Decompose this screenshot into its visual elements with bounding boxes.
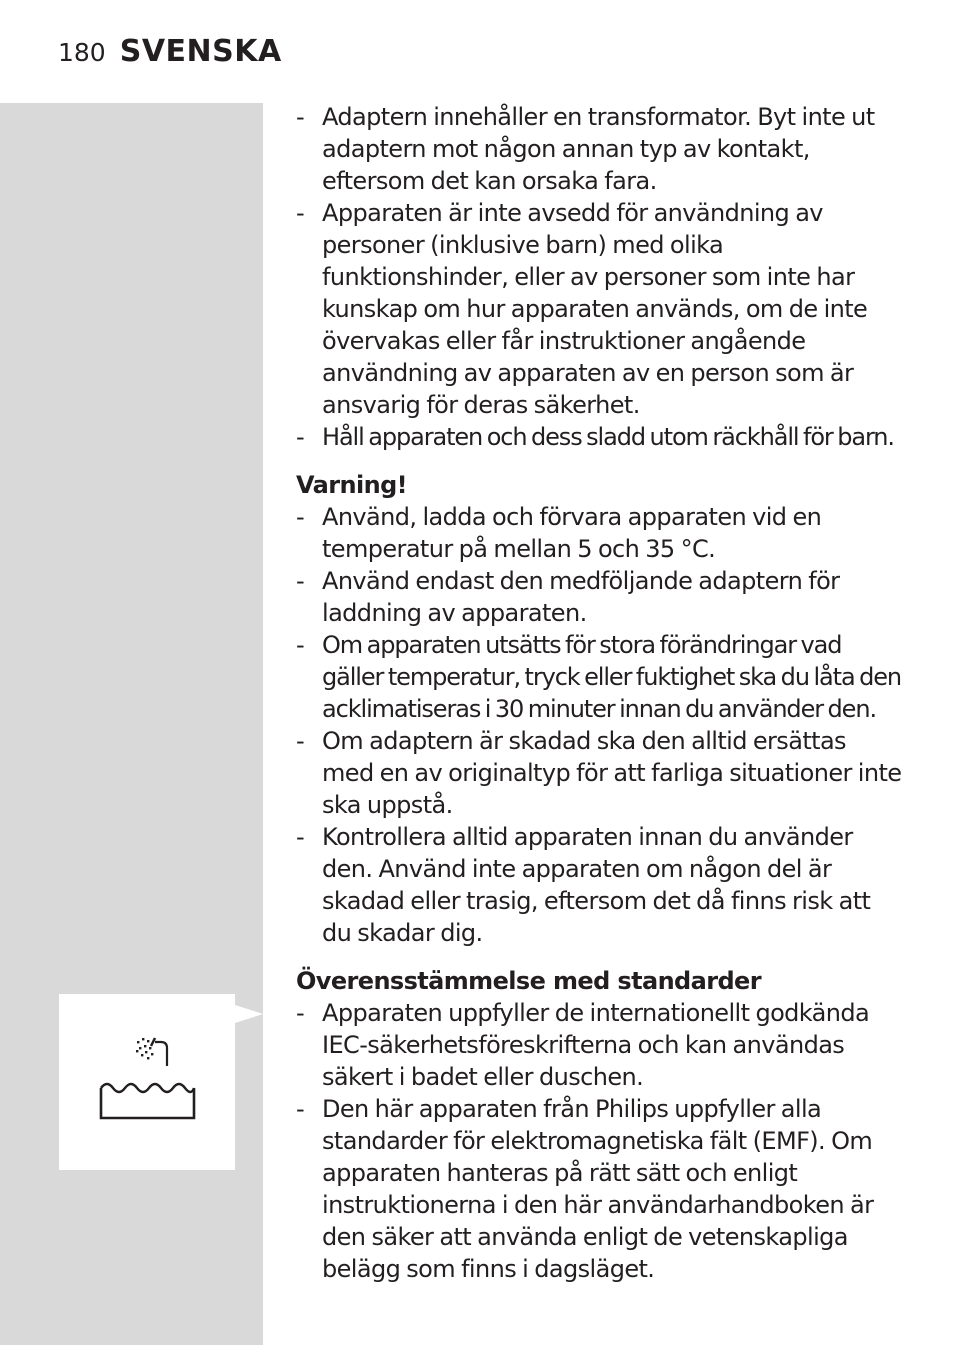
page-number: 180 <box>58 38 106 67</box>
list-item: - Om adaptern är skadad ska den alltid ersättas med en av originaltyp för att farliga situationer inte ska uppstå. <box>296 725 902 821</box>
main-content <box>296 101 902 1285</box>
list-item: - Apparaten uppfyller de internationellt godkända IEC-säkerhetsföreskrifterna och kan användas säkert i badet eller duschen. <box>296 997 902 1093</box>
list-item: - Om apparaten utsätts för stora förändringar vad gäller temperatur, tryck eller fuktighet ska du låta den acklimatiseras i 30 minuter innan du använder den. <box>296 629 902 725</box>
compliance-heading: Överensstämmelse med standarder <box>296 967 761 995</box>
list-item: - Den här apparaten från Philips uppfyller alla standarder för elektromagnetiska fält (EMF). Om apparaten hanteras på rätt sätt och enligt instruktionerna i den här användarhandboken är den säker att använda enligt de vetenskapliga belägg som finns i dagsläget. <box>296 1093 902 1285</box>
bath-shower-icon <box>97 1036 197 1122</box>
icon-pointer <box>235 1005 263 1023</box>
warning-list <box>296 501 902 949</box>
list-item: - Kontrollera alltid apparaten innan du använder den. Använd inte apparaten om någon del är skadad eller trasig, eftersom det då finns risk att du skadar dig. <box>296 821 902 949</box>
list-item: - Använd endast den medföljande adaptern för laddning av apparaten. <box>296 565 902 629</box>
list-item: - Apparaten är inte avsedd för användning av personer (inklusive barn) med olika funktionshinder, eller av personer som inte har kunskap om hur apparaten används, om de inte övervakas eller får instruktioner angående användning av apparaten av en person som är ansvarig för deras säkerhet. <box>296 197 902 421</box>
compliance-list <box>296 997 902 1285</box>
warning-heading: Varning! <box>296 471 408 499</box>
list-item: - Håll apparaten och dess sladd utom räckhåll för barn. <box>296 421 902 453</box>
list-item: - Adaptern innehåller en transformator. Byt inte ut adaptern mot någon annan typ av kontakt, eftersom det kan orsaka fara. <box>296 101 902 197</box>
intro-list <box>296 101 902 453</box>
page-header <box>58 34 282 74</box>
list-item: - Använd, ladda och förvara apparaten vid en temperatur på mellan 5 och 35 °C. <box>296 501 902 565</box>
section-title: SVENSKA <box>119 34 282 69</box>
